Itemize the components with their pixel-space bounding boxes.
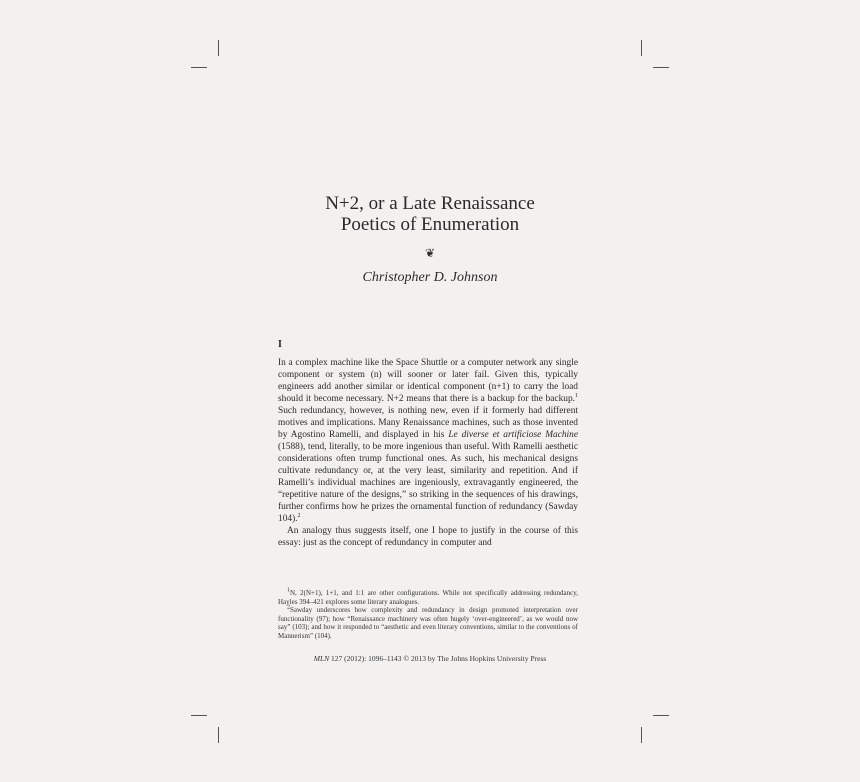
crop-mark: [641, 727, 642, 743]
crop-mark: [191, 715, 207, 716]
title-line-2: Poetics of Enumeration: [340, 214, 520, 235]
paragraph-1: In a complex machine like the Space Shuttle or a computer network any single component or system (n) will sooner or later fail. Given this, typically engineers add another similar or identical component (n+1) to carry the load should it become necessary. N+2 means that there is a backup for the backup.$^1$ Such redundancy, however, is nothing new, even if it formerly had different motives and implications. Many Renaissance machines, such as those invented by Agostino Ramelli, and displayed in his Le diverse et artificiose Machine (1588), tend, literally, to be more ingenious than useful. With Ramelli aesthetic considerations often trump functional ones. As such, his mechanical designs cultivate redundancy or, at the very least, similarity and repetition. And if Ramelli’s individual machines are ingeniously, extravagantly engineered, the “repetitive nature of the designs,” so striking in the sequences of his drawings, further confirms how he prizes the ornamental function of redundancy (Sawday 104).$^2$: [278, 358, 578, 524]
article-title: [0, 193, 860, 235]
crop-mark: [641, 40, 642, 56]
journal-name: MLN: [313, 654, 330, 663]
book-title: Le diverse et artificiose Machine: [448, 430, 578, 440]
footnote-ref-1: 1: [575, 392, 578, 399]
crop-mark: [191, 67, 207, 68]
journal-citation: MLN 127 (2012): 1096–1143 © 2013 by The Johns Hopkins University Press: [313, 654, 547, 663]
crop-mark: [218, 40, 219, 56]
footnote-1: $^1$N, 2(N+1), 1+1, and 1:1 are other configurations. While not specifically addressing redundancy, Hayles 394–421 explores some literary analogues.: [278, 587, 578, 606]
footnote-2: $^2$Sawday underscores how complexity and redundancy in design promoted interpretation over functionality (97); how “Renaissance machinery was often hugely ‘over-engineered’, as we would now say” (103); and how it responded to “aesthetic and even literary conventions, similar to the conventions of Mannerism” (104).: [278, 604, 578, 640]
fleuron-icon: ❦: [424, 246, 436, 260]
section-number: I: [278, 339, 282, 350]
footnotes: [278, 589, 578, 641]
body-text: [278, 357, 578, 549]
crop-mark: [218, 727, 219, 743]
author-name: Christopher D. Johnson: [362, 270, 498, 285]
footnote-ref-2: 2: [297, 512, 301, 519]
crop-mark: [653, 715, 669, 716]
title-line-1: N+2, or a Late Renaissance: [325, 193, 535, 214]
crop-mark: [653, 67, 669, 68]
paragraph-2: An analogy thus suggests itself, one I hope to justify in the course of this essay: just as the concept of redundancy in computer and: [278, 526, 578, 548]
